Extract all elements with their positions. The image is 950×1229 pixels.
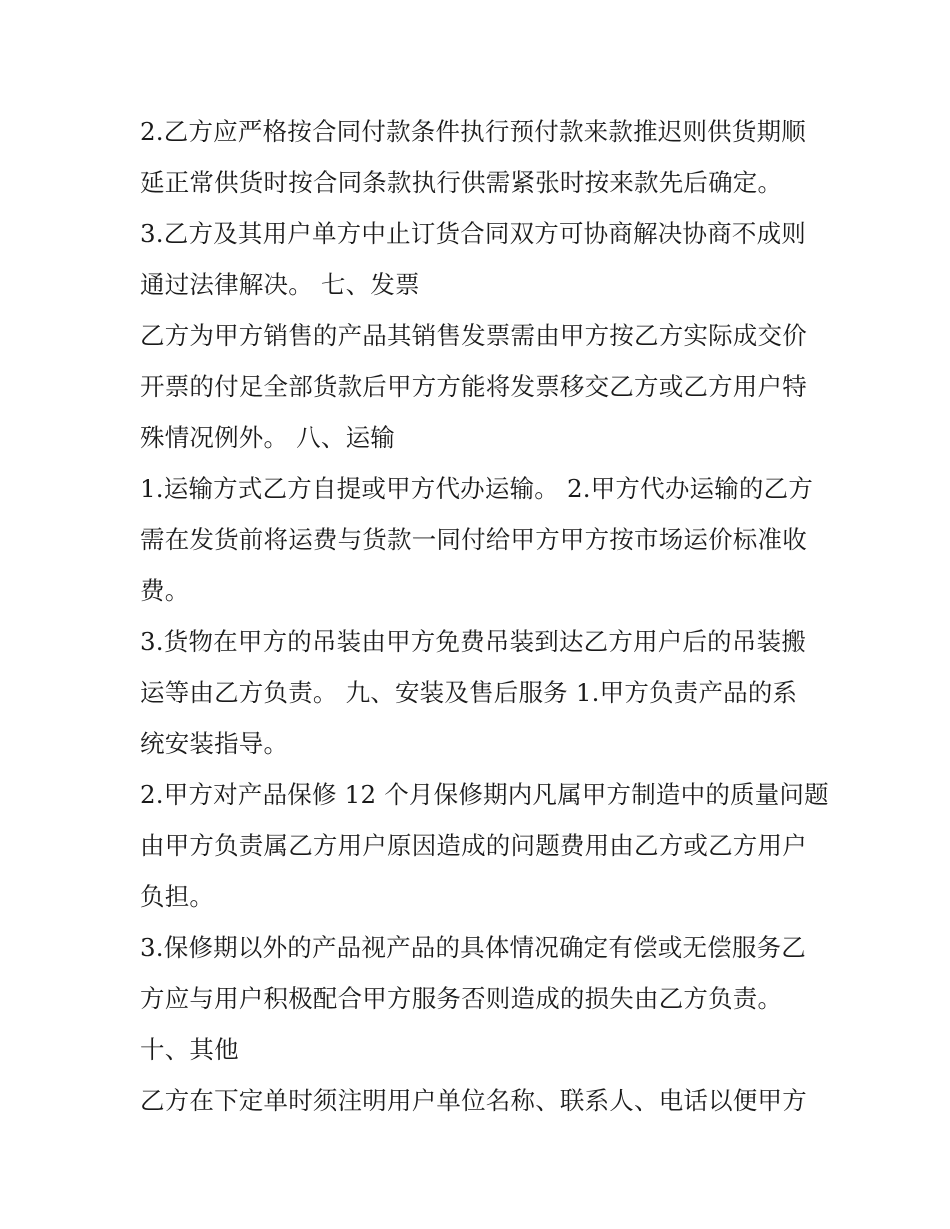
text-line: 1.运输方式乙方自提或甲方代办运输。 2.甲方代办运输的乙方 <box>140 474 814 503</box>
text-line: 需在发货前将运费与货款一同付给甲方甲方按市场运价标准收 <box>140 525 807 554</box>
text-line: 通过法律解决。 七、发票 <box>140 270 420 299</box>
text-line: 开票的付足全部货款后甲方方能将发票移交乙方或乙方用户特 <box>140 372 807 401</box>
text-line: 3.货物在甲方的吊装由甲方免费吊装到达乙方用户后的吊装搬 <box>140 627 806 656</box>
document-body <box>140 106 829 1126</box>
text-line: 费。 <box>140 576 190 605</box>
text-line: 乙方为甲方销售的产品其销售发票需由甲方按乙方实际成交价 <box>140 321 807 350</box>
text-line: 延正常供货时按合同条款执行供需紧张时按来款先后确定。 <box>140 168 783 197</box>
text-line: 运等由乙方负责。 九、安装及售后服务 1.甲方负责产品的系 <box>140 678 798 707</box>
text-line: 3.保修期以外的产品视产品的具体情况确定有偿或无偿服务乙 <box>140 933 806 962</box>
text-line: 2.乙方应严格按合同付款条件执行预付款来款推迟则供货期顺 <box>140 117 806 146</box>
text-line: 2.甲方对产品保修 12 个月保修期内凡属甲方制造中的质量问题 <box>140 780 829 809</box>
text-line: 乙方在下定单时须注明用户单位名称、联系人、电话以便甲方 <box>140 1086 807 1115</box>
text-line: 统安装指导。 <box>140 729 289 758</box>
text-line: 十、其他 <box>140 1035 239 1064</box>
text-line: 3.乙方及其用户单方中止订货合同双方可协商解决协商不成则 <box>140 219 806 248</box>
text-line: 由甲方负责属乙方用户原因造成的问题费用由乙方或乙方用户 <box>140 831 807 860</box>
text-line: 殊情况例外。 八、运输 <box>140 423 395 452</box>
text-line: 方应与用户积极配合甲方服务否则造成的损失由乙方负责。 <box>140 984 783 1013</box>
text-line: 负担。 <box>140 882 215 911</box>
